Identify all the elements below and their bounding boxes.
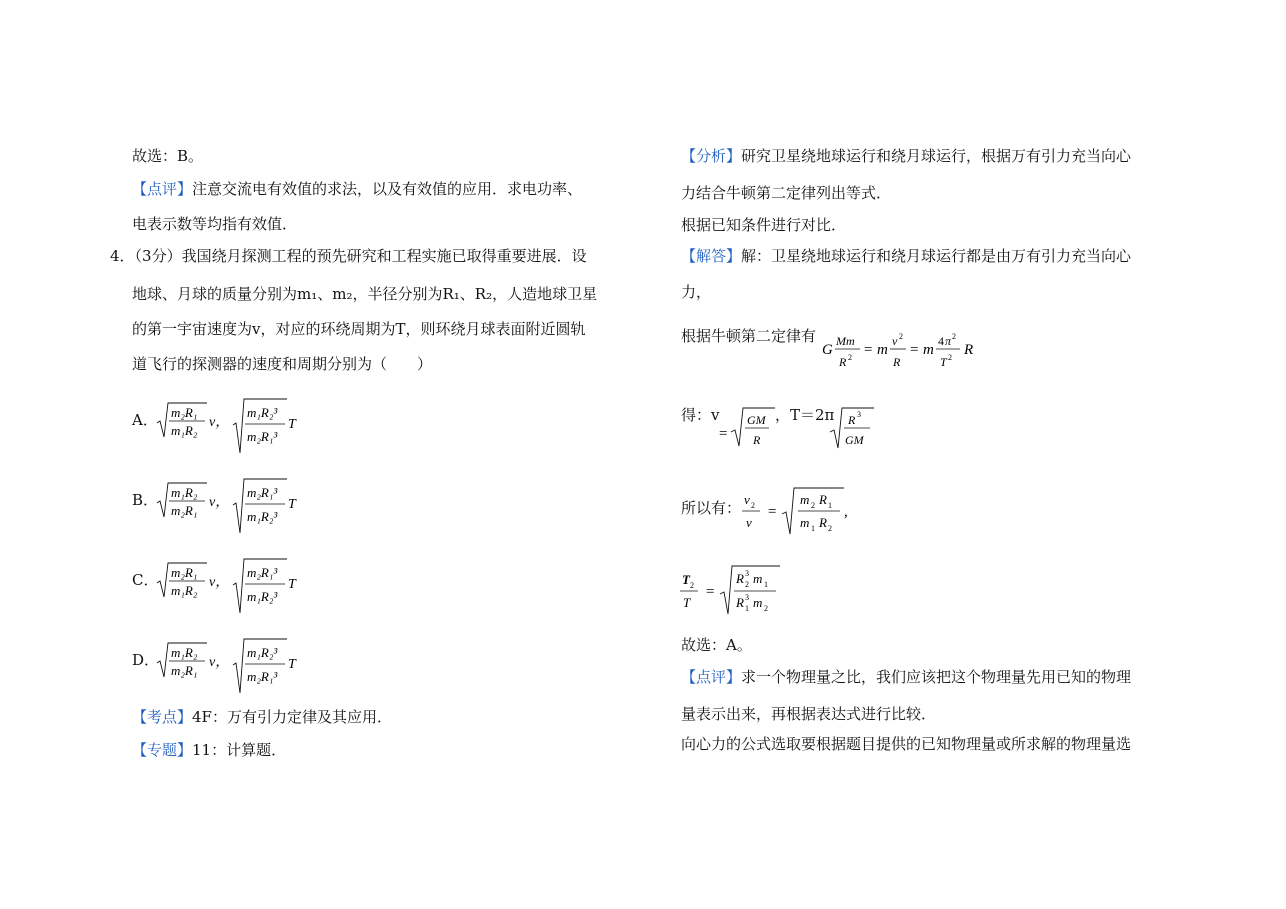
svg-text:m₂R₁: m₂R₁ — [171, 663, 198, 678]
svg-text:2: 2 — [848, 353, 852, 362]
svg-text:m: m — [753, 571, 763, 586]
analysis-line-1: 研究卫星绕地球运行和绕月球运行，根据万有引力充当向心 — [741, 147, 1132, 165]
svg-text:2: 2 — [952, 332, 956, 341]
zhuanti-text: 11：计算题． — [192, 741, 287, 759]
option-label: C． — [132, 571, 159, 589]
svg-text:2: 2 — [751, 501, 755, 510]
svg-text:T: T — [940, 355, 947, 369]
svg-text:m₂R₁³: m₂R₁³ — [247, 565, 278, 580]
svg-text:R: R — [819, 515, 827, 530]
svg-text:v: v — [892, 334, 898, 348]
analysis-line-3: 根据已知条件进行对比． — [681, 216, 847, 234]
svg-text:GM: GM — [845, 433, 864, 447]
svg-text:m₂R₁: m₂R₁ — [171, 565, 198, 580]
svg-text:2: 2 — [764, 604, 768, 613]
analysis — [681, 145, 1131, 167]
svg-text:2: 2 — [899, 332, 903, 341]
svg-text:m₁R₂: m₁R₂ — [171, 645, 198, 660]
svg-text:2: 2 — [828, 524, 832, 533]
svg-text:T: T — [682, 572, 690, 587]
period-suffix: T — [288, 497, 296, 512]
velocity-suffix: v， — [209, 575, 230, 590]
svg-text:=: = — [768, 504, 777, 520]
velocity-ratio-formula — [740, 484, 860, 536]
zhuanti — [132, 739, 286, 761]
svg-text:T: T — [683, 595, 691, 610]
velocity-suffix: v， — [209, 415, 230, 430]
question-line-3: 的第一宇宙速度为v，对应的环绕周期为T，则环绕月球表面附近圆轨 — [132, 320, 586, 338]
velocity-suffix: v， — [209, 495, 230, 510]
svg-text:R: R — [848, 413, 856, 427]
svg-text:m₁R₂³: m₁R₂³ — [247, 509, 278, 524]
question-line-4: 道飞行的探测器的速度和周期分别为（ ） — [132, 355, 433, 373]
svg-text:GM: GM — [747, 413, 766, 427]
solution-tag: 【解答】 — [681, 247, 742, 265]
option-label: B． — [132, 491, 159, 509]
svg-text:m: m — [753, 595, 763, 610]
svg-text:=: = — [864, 342, 873, 358]
kaodian-text: 4F：万有引力定律及其应用． — [192, 708, 392, 726]
svg-text:m₂R₁³: m₂R₁³ — [247, 429, 278, 444]
comment-line-2: 电表示数等均指有效值． — [132, 215, 298, 233]
ratio-text: 所以有： — [681, 499, 742, 517]
svg-text:G: G — [822, 342, 833, 358]
velocity-suffix: v， — [209, 655, 230, 670]
previous-comment — [132, 178, 582, 200]
svg-text:m: m — [923, 342, 934, 358]
svg-text:1: 1 — [764, 580, 768, 589]
v-formula — [717, 402, 777, 450]
svg-text:Mm: Mm — [836, 334, 855, 348]
svg-text:m₂R₁: m₂R₁ — [171, 405, 198, 420]
question-points: （3分） — [134, 247, 182, 265]
svg-text:1: 1 — [745, 604, 749, 613]
comment — [681, 666, 1131, 688]
svg-text:m₁R₂: m₁R₂ — [171, 583, 198, 598]
comment-tag-right: 【点评】 — [681, 668, 742, 686]
svg-text:v: v — [746, 515, 752, 530]
option-formula — [155, 395, 305, 455]
svg-text:1: 1 — [811, 524, 815, 533]
svg-text:2: 2 — [948, 353, 952, 362]
svg-text:R: R — [893, 355, 901, 369]
comment-line-1: 注意交流电有效值的求法，以及有效值的应用．求电功率、 — [192, 180, 583, 198]
analysis-line-2: 力结合牛顿第二定律列出等式． — [681, 184, 892, 202]
kaodian — [132, 706, 392, 728]
result-t-label: ，T＝2π — [775, 406, 835, 424]
svg-text:m: m — [877, 342, 888, 358]
analysis-tag: 【分析】 — [681, 147, 742, 165]
question-line-1: 我国绕月探测工程的预先研究和工程实施已取得重要进展．设 — [181, 247, 587, 265]
option-formula — [155, 635, 305, 695]
final-answer: 故选：A。 — [681, 636, 752, 654]
option-formula — [155, 475, 305, 535]
svg-text:m₂R₁³: m₂R₁³ — [247, 669, 278, 684]
svg-text:R: R — [736, 595, 744, 610]
option-formula — [155, 555, 305, 615]
svg-text:1: 1 — [828, 501, 832, 510]
svg-text:=: = — [910, 342, 919, 358]
svg-text:2: 2 — [745, 580, 749, 589]
comment-right-line-2: 量表示出来，再根据表达式进行比较． — [681, 705, 937, 723]
svg-text:R: R — [839, 355, 847, 369]
svg-text:2: 2 — [811, 501, 815, 510]
option-label: A． — [132, 411, 158, 429]
svg-text:3: 3 — [857, 410, 861, 419]
svg-text:3: 3 — [745, 593, 749, 602]
svg-text:3: 3 — [745, 569, 749, 578]
newton-text: 根据牛顿第二定律有 — [681, 327, 817, 345]
t-formula — [828, 404, 878, 452]
solution — [681, 245, 1131, 267]
period-ratio-formula — [678, 562, 788, 618]
svg-text:m₁R₂³: m₁R₂³ — [247, 645, 278, 660]
period-suffix: T — [288, 417, 296, 432]
svg-text:m₁R₂³: m₁R₂³ — [247, 589, 278, 604]
svg-text:2: 2 — [690, 581, 694, 590]
previous-answer: 故选：B。 — [132, 147, 204, 165]
svg-text:m₁R₂: m₁R₂ — [171, 423, 198, 438]
svg-text:=: = — [719, 426, 728, 442]
comment-right-line-1: 求一个物理量之比，我们应该把这个物理量先用已知的物理 — [741, 668, 1132, 686]
newton-equation — [822, 326, 1002, 374]
svg-text:m: m — [800, 492, 810, 507]
comment-tag: 【点评】 — [132, 180, 193, 198]
kaodian-tag: 【考点】 — [132, 708, 193, 726]
svg-text:R: R — [964, 342, 974, 358]
svg-text:R: R — [736, 571, 744, 586]
svg-text:R: R — [819, 492, 827, 507]
svg-text:m₂R₁³: m₂R₁³ — [247, 485, 278, 500]
svg-text:m₂R₁: m₂R₁ — [171, 503, 198, 518]
svg-text:m₁R₂³: m₁R₂³ — [247, 405, 278, 420]
svg-text:π: π — [945, 334, 952, 348]
comment-right-line-3: 向心力的公式选取要根据题目提供的已知物理量或所求解的物理量选 — [681, 735, 1132, 753]
question-number: 4． — [110, 247, 135, 265]
svg-text:v: v — [744, 492, 750, 507]
svg-text:m₁R₂: m₁R₂ — [171, 485, 198, 500]
svg-text:,: , — [844, 504, 848, 520]
option-label: D． — [132, 651, 160, 669]
svg-text:=: = — [706, 584, 715, 600]
svg-text:R: R — [753, 433, 761, 447]
result-v-label: 得：v — [681, 406, 720, 424]
svg-text:4: 4 — [938, 334, 944, 348]
period-suffix: T — [288, 577, 296, 592]
solution-line-2: 力， — [681, 283, 712, 301]
solution-line-1: 解：卫星绕地球运行和绕月球运行都是由万有引力充当向心 — [741, 247, 1132, 265]
question-4 — [110, 245, 587, 267]
zhuanti-tag: 【专题】 — [132, 741, 193, 759]
question-line-2: 地球、月球的质量分别为m₁、m₂，半径分别为R₁、R₂，人造地球卫星 — [132, 285, 598, 303]
svg-text:m: m — [800, 515, 810, 530]
period-suffix: T — [288, 657, 296, 672]
